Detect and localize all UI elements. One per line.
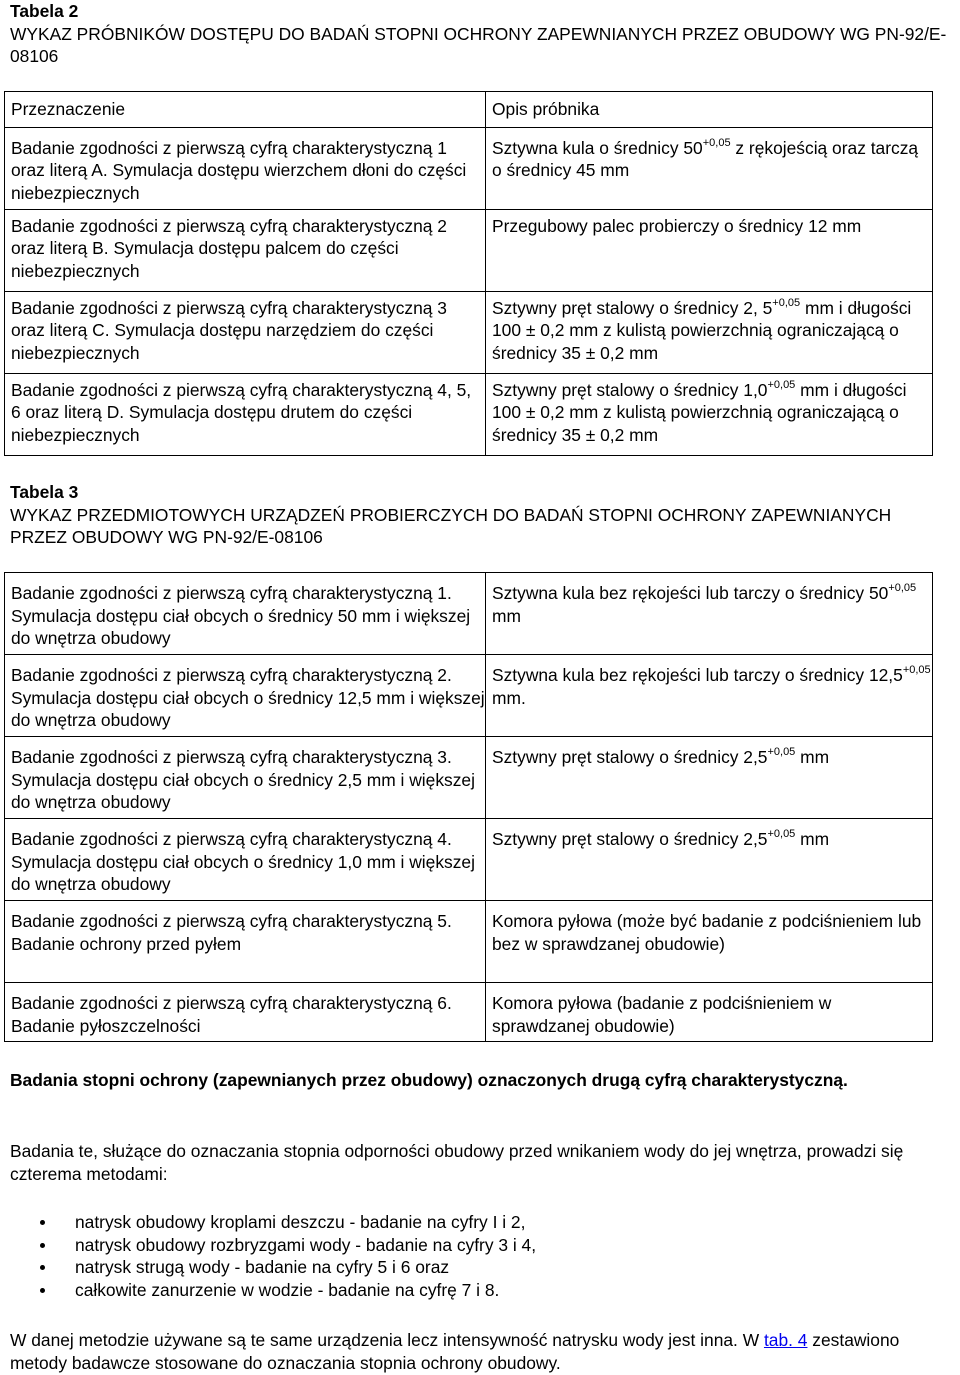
table2-probe-cell: Sztywny pręt stalowy o średnicy $1,0^{+0,05}$ mm i długości 100 ± 0,2 mm z kulistą powierzchnią ograniczającą o średnicy 35 ± 0,2 mm — [486, 373, 933, 455]
table-row — [5, 819, 933, 901]
table3-device-cell: Komora pyłowa (może być badanie z podciśnieniem lub bez w sprawdzanej obudowie) — [486, 901, 933, 983]
table2-probe-cell: Sztywna kula o średnicy $50^{+0,05}$ z rękojeścią oraz tarczą o średnicy 45 mm — [486, 127, 933, 209]
bullet-icon — [40, 1288, 45, 1293]
table2-header-purpose: Przeznaczenie — [5, 92, 486, 128]
table3-device-cell: Sztywna kula bez rękojeści lub tarczy o średnicy $50^{+0,05}$ mm — [486, 573, 933, 655]
table-row — [5, 373, 933, 455]
table2-purpose-cell: Badanie zgodności z pierwszą cyfrą charakterystyczną 4, 5, 6 oraz literą D. Symulacja dostępu drutem do części niebezpiecznych — [5, 373, 486, 455]
table-row — [5, 737, 933, 819]
table2-header-probe: Opis próbnika — [486, 92, 933, 128]
table2-title: WYKAZ PRÓBNIKÓW DOSTĘPU DO BADAŃ STOPNI OCHRONY ZAPEWNIANYCH PRZEZ OBUDOWY WG PN-92/E-08106 — [10, 23, 947, 66]
table-row — [5, 655, 933, 737]
table3-purpose-cell: Badanie zgodności z pierwszą cyfrą charakterystyczną 1. Symulacja dostępu ciał obcych o średnicy 50 mm i większej do wnętrza obudowy — [5, 573, 486, 655]
table-row — [5, 209, 933, 291]
table2-probe-cell: Sztywny pręt stalowy o średnicy 2, $5^{+0,05}$ mm i długości 100 ± 0,2 mm z kulistą powierzchnią ograniczającą o średnicy 35 ± 0,2 mm — [486, 291, 933, 373]
table3-device-cell: Komora pyłowa (badanie z podciśnieniem w sprawdzanej obudowie) — [486, 983, 933, 1042]
table3-caption — [10, 481, 910, 549]
table-row — [5, 901, 933, 983]
list-item: całkowite zanurzenie w wodzie - badanie na cyfrę 7 i 8. — [10, 1279, 536, 1302]
table-row — [5, 983, 933, 1042]
table3 — [4, 572, 933, 1042]
table3-purpose-cell: Badanie zgodności z pierwszą cyfrą charakterystyczną 3. Symulacja dostępu ciał obcych o średnicy 2,5 mm i większej do wnętrza obudowy — [5, 737, 486, 819]
table3-device-cell: Sztywna kula bez rękojeści lub tarczy o średnicy $12,5^{+0,05}$ mm. — [486, 655, 933, 737]
methods-list — [10, 1211, 536, 1301]
bullet-icon — [40, 1243, 45, 1248]
table2-number: Tabela 2 — [10, 1, 79, 21]
closing-paragraph: W danej metodzie używane są te same urządzenia lecz intensywność natrysku wody jest inna. W tab. 4 zestawiono metody badawcze stosowane do oznaczania stopnia ochrony obudowy. — [10, 1330, 900, 1373]
table2-caption — [10, 0, 955, 68]
table4-link[interactable]: tab. 4 — [763, 1330, 808, 1350]
table3-device-cell: Sztywny pręt stalowy o średnicy $2,5^{+0,05}$ mm — [486, 819, 933, 901]
table2 — [4, 91, 933, 456]
bullet-icon — [40, 1220, 45, 1225]
table2-purpose-cell: Badanie zgodności z pierwszą cyfrą charakterystyczną 2 oraz literą B. Symulacja dostępu palcem do części niebezpiecznych — [5, 209, 486, 291]
table3-purpose-cell: Badanie zgodności z pierwszą cyfrą charakterystyczną 2. Symulacja dostępu ciał obcych o średnicy 12,5 mm i większej do wnętrza obudowy — [5, 655, 486, 737]
table2-probe-cell: Przegubowy palec probierczy o średnicy 12 mm — [486, 209, 933, 291]
table3-title: WYKAZ PRZEDMIOTOWYCH URZĄDZEŃ PROBIERCZYCH DO BADAŃ STOPNI OCHRONY ZAPEWNIANYCH PRZEZ OBUDOWY WG PN-92/E-08106 — [10, 504, 892, 547]
table3-number: Tabela 3 — [10, 482, 79, 502]
list-item: natrysk strugą wody - badanie na cyfry 5 i 6 oraz — [10, 1256, 536, 1279]
table2-purpose-cell: Badanie zgodności z pierwszą cyfrą charakterystyczną 1 oraz literą A. Symulacja dostępu wierzchem dłoni do części niebezpiecznych — [5, 127, 486, 209]
table-row — [5, 291, 933, 373]
list-item: natrysk obudowy rozbryzgami wody - badanie na cyfry 3 i 4, — [10, 1234, 536, 1257]
table2-purpose-cell: Badanie zgodności z pierwszą cyfrą charakterystyczną 3 oraz literą C. Symulacja dostępu narzędziem do części niebezpiecznych — [5, 291, 486, 373]
table-row — [5, 573, 933, 655]
table3-purpose-cell: Badanie zgodności z pierwszą cyfrą charakterystyczną 5. Badanie ochrony przed pyłem — [5, 901, 486, 983]
intro-paragraph: Badania te, służące do oznaczania stopnia odporności obudowy przed wnikaniem wody do jej wnętrza, prowadzi się czterema metodami: — [10, 1141, 904, 1184]
table3-purpose-cell: Badanie zgodności z pierwszą cyfrą charakterystyczną 4. Symulacja dostępu ciał obcych o średnicy 1,0 mm i większej do wnętrza obudowy — [5, 819, 486, 901]
table2-header-row — [5, 92, 933, 128]
table3-device-cell: Sztywny pręt stalowy o średnicy $2,5^{+0,05}$ mm — [486, 737, 933, 819]
section-heading: Badania stopni ochrony (zapewnianych przez obudowy) oznaczonych drugą cyfrą charakterystyczną. — [10, 1070, 848, 1090]
list-item: natrysk obudowy kroplami deszczu - badanie na cyfry I i 2, — [10, 1211, 536, 1234]
table-row — [5, 127, 933, 209]
table3-purpose-cell: Badanie zgodności z pierwszą cyfrą charakterystyczną 6. Badanie pyłoszczelności — [5, 983, 486, 1042]
bullet-icon — [40, 1265, 45, 1270]
